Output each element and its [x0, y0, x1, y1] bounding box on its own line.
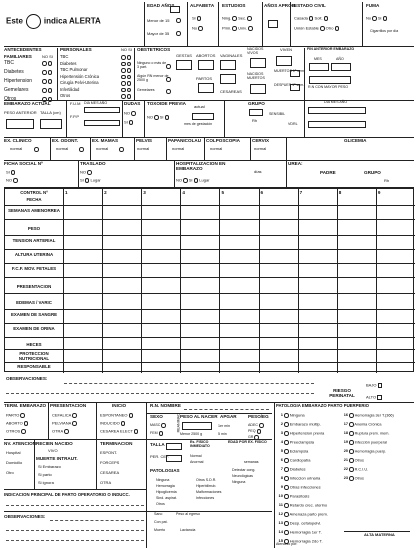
menor15-check[interactable] [176, 18, 181, 23]
controles-table: CONTROL Nº FECHA 1 2 3 4 5 6 7 8 9 SEMANAS AMENORREA PESO TENSION ARTERIAL ALTURA UTERINA F.C.F. MOV. FETALES PRESENTACION EDEMAS / VARIC EXAMEN DE SANGRE EXAMEN DE ORINA HECES PROTECCION NUTRICIONAL RESPONSABLE [4, 188, 414, 372]
partos-field[interactable] [198, 83, 214, 93]
control-col-divider [102, 189, 103, 373]
alfabeta-si: Si [192, 15, 196, 21]
riesgo-alto-check[interactable] [377, 395, 382, 400]
patologia-left-list: 1 Ninguna 2 Embarazo múltip. 3 Hipertension previa 4 Preeclampsia 5 Eclampsia 6 Cardiopatía 7 Diabetes 8 Infeccion urinaria 9 Otras infecciones 10 Parasitosis 11 Retardo crec. uterino 12 Amenaza parto prem. 13 Desp. cefalopelvi. 14 Hemorragia 1er T. 15 Hemorragia 2do T. [278, 412, 328, 544]
control-number-1: 1 [65, 190, 68, 195]
mayor35-label: Mayor de 35 [147, 31, 170, 36]
control-col-divider [376, 189, 377, 373]
alfabeta-no-check[interactable] [198, 26, 203, 31]
cigarrillos-label: Cigarrillos por día [370, 29, 399, 33]
menor15-label: Menor de 15 [147, 18, 170, 23]
rn-mayor-field[interactable] [309, 76, 351, 84]
univ-check[interactable] [248, 26, 253, 31]
obstetricos-title: OBSTETRICOS [137, 47, 171, 52]
prim-check[interactable] [232, 26, 237, 31]
despues-field[interactable] [290, 84, 300, 91]
alert-circle-icon [26, 14, 41, 29]
toxoide-field[interactable] [192, 113, 214, 120]
indica-text: indica [43, 16, 68, 26]
alerta-legend [6, 14, 101, 29]
dudas-si-check[interactable] [129, 120, 134, 125]
familiares-label: FAMILIARES [4, 54, 32, 59]
peso-anterior-field[interactable] [6, 119, 34, 129]
ninguno-check[interactable] [166, 64, 171, 69]
atendido-label: Atendido por: [276, 542, 298, 546]
alfabeta-no: No [192, 25, 198, 31]
fin-mes-field[interactable] [309, 63, 329, 71]
control-number-6: 6 [260, 190, 264, 195]
per-cef-field[interactable] [166, 455, 182, 462]
patologia-right-list: 16 Hemorragia 3er T.(366) 17 Anemia Crónica 18 Ruptura prem. mem. 19 Infección puerperal 20 Hemorragia puerp. 21 Otros 22 R.C.I.U. 23 Otros [343, 413, 394, 481]
talla-rn-field[interactable] [166, 443, 182, 450]
abortos-field[interactable] [198, 60, 214, 70]
control-number-3: 3 [143, 190, 146, 195]
control-number-5: 5 [221, 190, 224, 195]
vdrl-date-1[interactable] [308, 107, 366, 114]
control-number-9: 9 [377, 190, 381, 195]
grupo-field[interactable] [249, 109, 263, 116]
alta-materna-label: ALTA MATERNA [364, 532, 395, 537]
control-number-2: 2 [104, 190, 107, 195]
control-col-divider [259, 189, 260, 373]
fum-field[interactable] [84, 107, 120, 113]
alfabeta-si-check[interactable] [197, 16, 202, 21]
perinatal-form: Este indica ALERTA EDAD AÑOS Menor de 15 Mayor de 35 ALFABETA Si No ESTUDIOS Ning. Sec. Prim. Univ. AÑOS APROB. ESTADO CIVIL Casada Solt. Unión Estable Otro FUMA No Si Cigarrillos por día ANTECEDENTES FAMILIARES NO SI TBC Diabetes Hipertension Gemelares Otros PERSONALES NO SI TBC Diabetes TBC Pulmonar Hipertensión Crónica Cirugía Pelvi-Uterina Infertilidad Otros OBSTETRICOS Ninguno o más de 3 part. Algún RN menor de 2500 g Gemelares GESTAS ABORTOS VAGINALES PARTOS CESAREAS NACIDOS VIVOS NACIDOS MUERTOS VIVEN MUERTOS 1º sem. DESPUES 1º sem. FIN ANTERIOR EMBARAZO MES AÑO R.N CON MAYOR PESO EMBARAZO ACTUAL PESO ANTERIOR TALLA (cm) F.U.M F.P.P DIA MES AÑO DUDAS NO SI TOXOIDE PREVIA NO SI actual mes de gestación GRUPO Rh SENSIBIL VDRL DIA MES AÑO EX. CLINICO normal EX. ODONT. normal EX. MAMAS normal PELVIS normal PAPANICOLAU normal COLPOSCOPIA normal CERVIX normal GLICEMIA FICHA SOCIAL Nº SI NO TRASLADO NO SI Lugar HOSPITALIZACION EN EMBARAZO NO SI Lugar días UREA: PADRE GRUPO Rh CONTROL Nº FECHA 1 2 3 4 5 6 7 8 9 SEMANAS AMENORREA PESO TENSION ARTERIAL ALTURA UTERINA F.C.F. MOV. FETALES PRESENTACION EDEMAS / VARIC EXAMEN DE SANGRE EXAMEN DE ORINA HECES PROTECCION NUTRICIONAL RESPONSABLE OBSERVACIONES: RIESGO PERINATAL BAJO ALTO TERM. EMBARAZO PARTO ABORTO OTROS PRESENTACION CEFALICA PELVIANA OTRA INICIO ESPONTANEO INDUCIDO CESAREA ELECT R.N. NOMBRE SEXO MASC FEM REANIMAC PESO AL NACER Menor 2500 g APGAR 1er min 5 min PESO/EG ADEC PEQ GR NV. ATENCION Hospital Domicilio Otro RECIEN NACIDO VIVO MUERTE INTRAUT. Si Embarazo Si parto Si ignora TERMINACION ESPONT. FORCEPS CESAREA OTRA TALLA PER. CEF. Es. FISICO INMEDIATO Normal Anormal EDAD POR EX. FISICO semanas PATOLOGIAS Ninguna Hemorragia Hipoglicemia Sind. aspirat. Otros Otros S.D.R. Hiperbilirrub. Malformaciones Infecciones Detectar cong. Neurológicas Ninguna INDICACION PRINCIPAL DE PARTO OPERATORIO O INDUCC. OBSERVACIONES: Sano Con pat. Muerto Peso al egreso Lactancia PATOLOGIA EMBARAZO PARTO PUERPERIO 1 Ninguna 2 Embarazo múltip. 3 Hipertension previa 4 Preeclampsia 5 Eclampsia 6 Cardiopatía 7 Diabetes 8 Infeccion urinaria 9 Otras infecciones 10 Parasitosis 11 Retardo crec. uterino 12 Amenaza parto prem. 13 Desp. cefalopelvi. 14 Hemorragia 1er T. 15 Hemorragia 2do T. 16 Hemorragia 3er T.(366) 17 Anemia Crónica 18 Ruptura prem. mem. 19 Infección puerperal 20 Hemorragia puerp. 21 Otros 22 R.C.I.U. 23 Otros ALTA MATERNA Atendido por: [4, 2, 414, 548]
dudas-no-check[interactable] [131, 111, 136, 116]
embarazo-title: EMBARAZO ACTUAL [4, 101, 51, 106]
control-col-divider [219, 189, 220, 373]
fuma-label: FUMA [366, 3, 380, 8]
examenes-row: EX. CLINICO normal EX. ODONT. normal EX. MAMAS normal PELVIS normal PAPANICOLAU normal COLPOSCOPIA normal CERVIX normal GLICEMIA [4, 138, 414, 160]
anos-aprob-field[interactable] [268, 20, 278, 28]
nacidos-vivos-field[interactable] [250, 58, 266, 68]
alguno-check[interactable] [166, 77, 171, 82]
riesgo-label: RIESGO PERINATAL [329, 388, 355, 398]
antecedentes-title: ANTECEDENTES [4, 47, 42, 52]
control-number-4: 4 [182, 190, 185, 195]
vdrl-date-2[interactable] [308, 121, 366, 128]
vaginales-field[interactable] [220, 60, 236, 70]
edad-label: EDAD AÑOS [147, 3, 175, 8]
datos-personales: EDAD AÑOS Menor de 15 Mayor de 35 ALFABETA Si No ESTUDIOS Ning. Sec. Prim. Univ. AÑOS APROB. ESTADO CIVIL Casada Solt. Unión Estable Otro FUMA No Si Cigarrillos por día [144, 2, 414, 46]
ficha-row: FICHA SOCIAL Nº SI NO TRASLADO NO SI Lugar HOSPITALIZACION EN EMBARAZO NO SI Lugar días UREA: PADRE GRUPO Rh [4, 161, 414, 187]
control-number-7: 7 [299, 190, 303, 195]
este-text: Este [6, 16, 23, 26]
nacidos-muertos-field[interactable] [250, 84, 266, 94]
solt-check[interactable] [324, 16, 329, 21]
gestas-field[interactable] [176, 60, 192, 70]
viven-field[interactable] [276, 56, 292, 66]
talla-field[interactable] [40, 119, 62, 129]
anos-aprob-label: AÑOS APROB. [264, 3, 297, 8]
riesgo-bajo-check[interactable] [378, 383, 383, 388]
sec-check[interactable] [247, 16, 252, 21]
edad-field[interactable] [170, 6, 180, 13]
fuma-no-check[interactable] [372, 16, 377, 21]
parto-section: TERM. EMBARAZO PARTO ABORTO OTROS PRESENTACION CEFALICA PELVIANA OTRA INICIO ESPONTANEO INDUCIDO CESAREA ELECT R.N. NOMBRE SEXO MASC FEM REANIMAC PESO AL NACER Menor 2500 g APGAR 1er min 5 min PESO/EG ADEC PEQ GR NV. ATENCION Hospital Domicilio Otro RECIEN NACIDO VIVO MUERTE INTRAUT. Si Embarazo Si parto Si ignora TERMINACION ESPONT. FORCEPS CESAREA OTRA TALLA PER. CEF. Es. FISICO INMEDIATO Normal Anormal EDAD POR EX. FISICO semanas PATOLOGIAS Ninguna Hemorragia Hipoglicemia Sind. aspirat. Otros Otros S.D.R. Hiperbilirrub. Malformaciones Infecciones Detectar cong. Neurológicas Ninguna INDICACION PRINCIPAL DE PARTO OPERATORIO O INDUCC. OBSERVACIONES: Sano Con pat. Muerto Peso al egreso Lactancia [4, 403, 272, 548]
fpp-field[interactable] [84, 120, 120, 126]
casada-check[interactable] [309, 16, 314, 21]
personales-list: TBC Diabetes TBC Pulmonar Hipertensión Crónica Cirugía Pelvi-Uterina Infertilidad Otros [60, 54, 100, 98]
otro-ec-check[interactable] [335, 26, 340, 31]
personales-checks[interactable] [121, 55, 131, 101]
control-col-divider [337, 189, 338, 373]
muertos1-field[interactable] [290, 70, 300, 77]
familiares-list: TBC Diabetes Hipertension Gemelares Otros [4, 60, 33, 102]
mayor35-check[interactable] [176, 31, 181, 36]
gemelares-check[interactable] [166, 89, 171, 94]
control-number-8: 8 [338, 190, 342, 195]
fin-ano-field[interactable] [331, 63, 351, 71]
patologia-section [274, 403, 414, 548]
union-check[interactable] [320, 26, 325, 31]
control-col-divider [180, 189, 181, 373]
estado-civil-label: ESTADO CIVIL [294, 3, 326, 8]
patologia-title: PATOLOGIA EMBARAZO PARTO PUERPERIO [276, 403, 370, 408]
alfabeta-label: ALFABETA [190, 3, 215, 8]
ning-check[interactable] [232, 16, 237, 21]
control-col-divider [298, 189, 299, 373]
estudios-label: ESTUDIOS [222, 3, 246, 8]
fuma-si-check[interactable] [383, 16, 388, 21]
embarazo-actual: EMBARAZO ACTUAL PESO ANTERIOR TALLA (cm) F.U.M F.P.P DIA MES AÑO DUDAS NO SI TOXOIDE PREVIA NO SI actual mes de gestación GRUPO Rh SENSIBIL VDRL DIA MES AÑO [4, 101, 414, 137]
peso-nacer-field[interactable] [182, 422, 212, 430]
alerta-text: ALERTA [68, 16, 101, 26]
antecedentes-section: ANTECEDENTES FAMILIARES NO SI TBC Diabetes Hipertension Gemelares Otros PERSONALES NO SI TBC Diabetes TBC Pulmonar Hipertensión Crónica Cirugía Pelvi-Uterina Infertilidad Otros OBSTETRICOS Ninguno o más de 3 part. Algún RN menor de 2500 g Gemelares GESTAS ABORTOS VAGINALES PARTOS CESAREAS NACIDOS VIVOS NACIDOS MUERTOS VIVEN MUERTOS 1º sem. DESPUES 1º sem. FIN ANTERIOR EMBARAZO MES AÑO R.N CON MAYOR PESO [4, 48, 414, 100]
control-col-divider [141, 189, 142, 373]
observaciones-label: OBSERVACIONES: [6, 376, 48, 381]
personales-label: PERSONALES [60, 47, 92, 52]
cesareas-field[interactable] [220, 74, 236, 84]
